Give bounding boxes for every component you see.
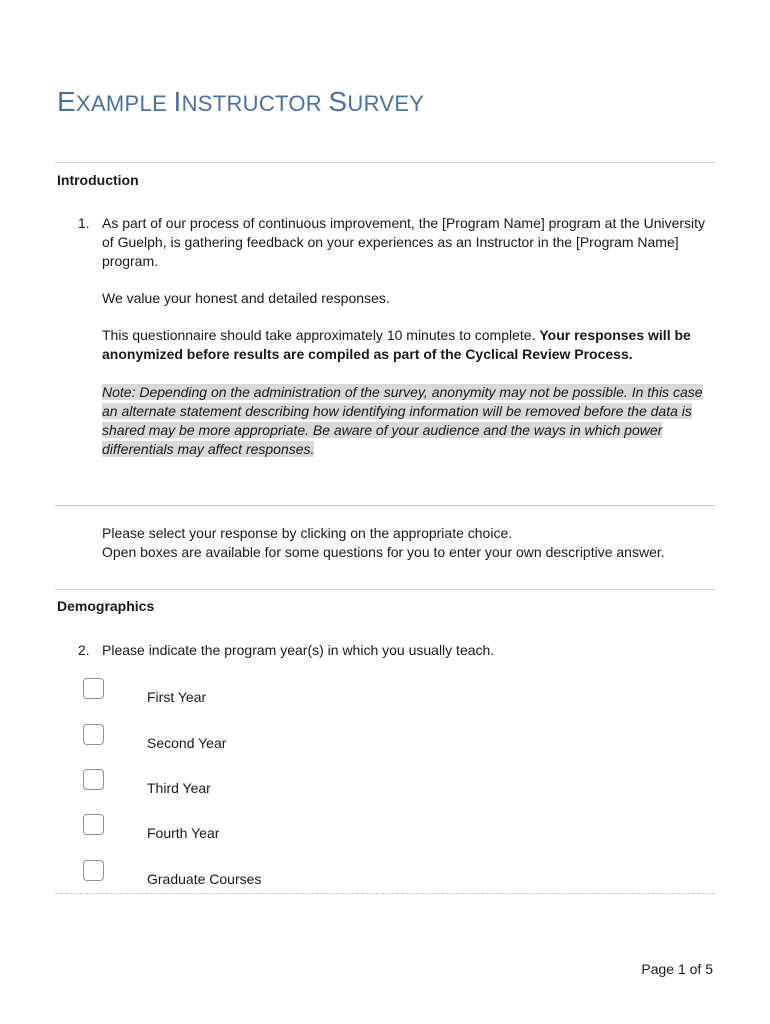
checkbox-fourth-year[interactable] [83,814,104,835]
instructions-line-1: Please select your response by clicking on the appropriate choice. [102,525,513,541]
divider [55,162,715,163]
intro-value-statement: We value your honest and detailed responses. [102,290,390,306]
item-number: 1. [78,215,90,231]
divider [55,589,715,590]
instructions-line-2: Open boxes are available for some questions for you to enter your own descriptive answer. [102,544,665,560]
question-number: 2. [78,642,90,658]
checkbox-second-year[interactable] [83,724,104,745]
option-label-first-year: First Year [147,689,207,705]
checkbox-first-year[interactable] [83,678,104,699]
section-heading-introduction: Introduction [57,172,139,188]
option-label-second-year: Second Year [147,735,227,751]
checkbox-third-year[interactable] [83,769,104,790]
option-label-fourth-year: Fourth Year [147,825,220,841]
page-number: Page 1 of 5 [641,961,713,977]
question-text: Please indicate the program year(s) in which you usually teach. [102,642,495,658]
section-heading-demographics: Demographics [57,598,155,614]
checkbox-graduate-courses[interactable] [83,860,104,881]
anonymity-note: Note: Depending on the administration of the survey, anonymity may not be possible. In this case an alternate statement describing how identifying information will be removed before the data is shared may be more appropriate. Be aware of your audience and the ways in which power differentials may affect responses. [102,384,703,457]
page-title: EXAMPLE INSTRUCTOR SURVEY [57,86,425,117]
option-label-graduate-courses: Graduate Courses [147,871,262,887]
divider [55,893,715,894]
intro-paragraph: As part of our process of continuous improvement, the [Program Name] program at the University of Guelph, is gathering feedback on your experiences as an Instructor in the [Program Name] program. [102,215,706,269]
divider [55,505,715,506]
option-label-third-year: Third Year [147,780,211,796]
intro-duration-statement: This questionnaire should take approximately 10 minutes to complete. Your responses will be anonymized before results are compiled as part of the Cyclical Review Process. [102,327,691,362]
